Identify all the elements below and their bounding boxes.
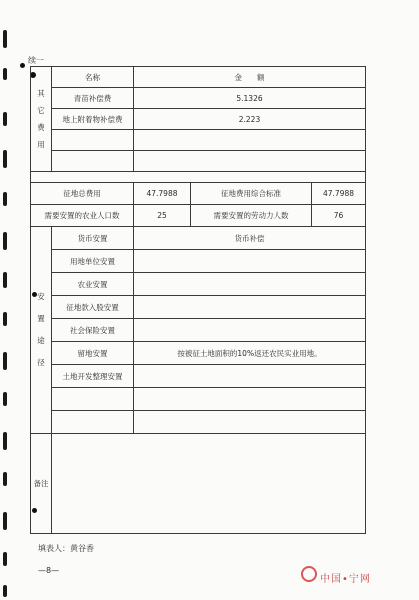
fee-amount: 2.223 bbox=[134, 109, 366, 130]
binding-mark bbox=[3, 112, 7, 126]
group-label-placement: 安 置 途 径 bbox=[31, 227, 52, 434]
binding-mark bbox=[3, 392, 7, 406]
fee-name: 青苗补偿费 bbox=[52, 88, 134, 109]
placement-label: 征地款入股安置 bbox=[52, 296, 134, 319]
placement-label bbox=[52, 411, 134, 434]
binding-mark bbox=[3, 552, 7, 566]
placement-value bbox=[134, 250, 366, 273]
placement-value bbox=[134, 296, 366, 319]
labor-count-label: 需要安置的劳动力人数 bbox=[191, 205, 312, 227]
continuation-caption: 续一 bbox=[28, 56, 44, 65]
placement-label: 土地开发整理安置 bbox=[52, 365, 134, 388]
binding-mark bbox=[3, 472, 7, 486]
total-fee-label: 征地总费用 bbox=[31, 183, 134, 205]
binding-mark bbox=[3, 352, 7, 370]
placement-label: 社会保险安置 bbox=[52, 319, 134, 342]
watermark-logo bbox=[301, 566, 317, 582]
punch-dot bbox=[20, 63, 25, 68]
fee-amount bbox=[134, 151, 366, 172]
placement-value bbox=[134, 365, 366, 388]
remarks-value bbox=[52, 434, 366, 534]
placement-value bbox=[134, 411, 366, 434]
binding-mark bbox=[3, 232, 7, 250]
fee-name bbox=[52, 151, 134, 172]
placement-label: 留地安置 bbox=[52, 342, 134, 365]
placement-label: 农业安置 bbox=[52, 273, 134, 296]
placement-value: 按被征土地面积的10%返还农民实业用地。 bbox=[134, 342, 366, 365]
placement-label: 用地单位安置 bbox=[52, 250, 134, 273]
header-amount: 金 额 bbox=[134, 67, 366, 88]
binding-mark bbox=[3, 192, 7, 206]
binding-mark bbox=[3, 68, 7, 80]
placement-value: 货币补偿 bbox=[134, 227, 366, 250]
placement-value bbox=[134, 388, 366, 411]
fee-name: 地上附着物补偿费 bbox=[52, 109, 134, 130]
placement-label: 货币安置 bbox=[52, 227, 134, 250]
fee-amount bbox=[134, 130, 366, 151]
binding-mark bbox=[3, 432, 7, 450]
form-filler: 填表人：黄谷香 bbox=[38, 544, 94, 553]
binding-mark bbox=[3, 585, 7, 597]
group-label-other-fees: 其 它 费 用 bbox=[31, 67, 52, 172]
placement-value bbox=[134, 319, 366, 342]
placement-label bbox=[52, 388, 134, 411]
binding-mark bbox=[3, 312, 7, 326]
header-name: 名称 bbox=[52, 67, 134, 88]
fee-amount: 5.1326 bbox=[134, 88, 366, 109]
page-number: —8— bbox=[38, 566, 60, 575]
total-fee-value: 47.7988 bbox=[134, 183, 191, 205]
composite-standard-value: 47.7988 bbox=[312, 183, 366, 205]
binding-mark bbox=[3, 272, 7, 288]
agri-population-value: 25 bbox=[134, 205, 191, 227]
binding-mark bbox=[3, 150, 7, 168]
remarks-label: 备注 bbox=[31, 434, 52, 534]
binding-mark bbox=[3, 512, 7, 530]
placement-value bbox=[134, 273, 366, 296]
watermark: 中国•宁网 bbox=[320, 574, 371, 585]
spacer-row bbox=[31, 172, 366, 183]
agri-population-label: 需要安置的农业人口数 bbox=[31, 205, 134, 227]
land-acquisition-form bbox=[30, 66, 366, 534]
labor-count-value: 76 bbox=[312, 205, 366, 227]
composite-standard-label: 征地费用综合标准 bbox=[191, 183, 312, 205]
fee-name bbox=[52, 130, 134, 151]
binding-mark bbox=[3, 30, 7, 48]
